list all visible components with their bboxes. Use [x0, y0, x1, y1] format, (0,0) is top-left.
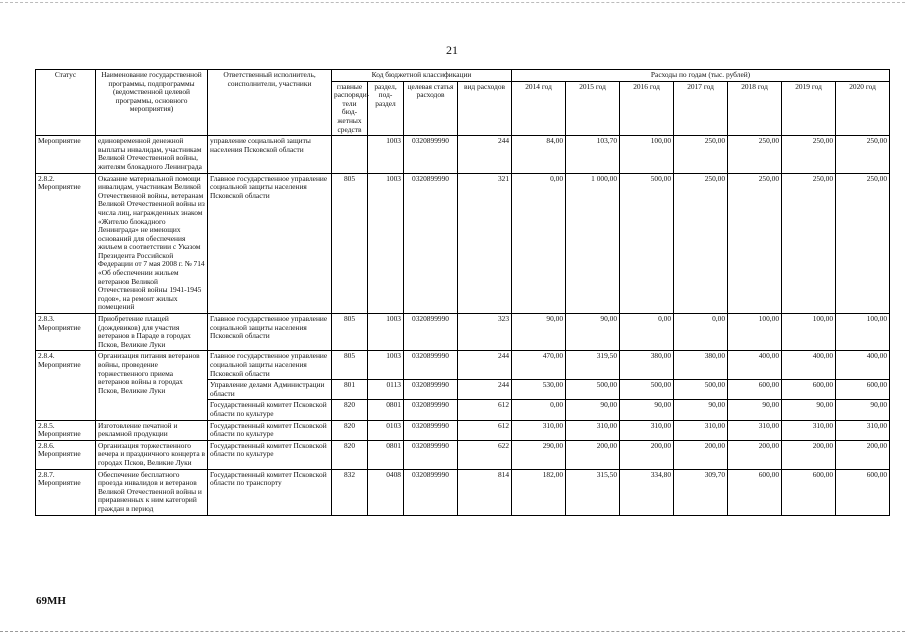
row-expense-type: 622 [458, 440, 512, 469]
row-executor: Государственный комитет Псковской области по культуре [208, 400, 332, 420]
value-2020: 200,00 [836, 440, 890, 469]
header-expenses: Расходы по годам (тыс. рублей) [512, 70, 890, 82]
value-2016: 380,00 [620, 351, 674, 380]
value-2015: 200,00 [566, 440, 620, 469]
value-2014: 84,00 [512, 136, 566, 173]
header-year-2014: 2014 год [512, 81, 566, 136]
page-number: 21 [446, 43, 458, 57]
row-expense-type: 612 [458, 420, 512, 440]
row-status: 2.8.2. Мероприятие [36, 173, 96, 314]
row-status: Мероприятие [36, 136, 96, 173]
value-2016: 500,00 [620, 380, 674, 400]
value-2016: 90,00 [620, 400, 674, 420]
row-expense-type: 814 [458, 469, 512, 515]
value-2016: 200,00 [620, 440, 674, 469]
value-2014: 470,00 [512, 351, 566, 380]
value-2014: 0,00 [512, 400, 566, 420]
value-2019: 90,00 [782, 400, 836, 420]
row-grbs: 805 [332, 173, 368, 314]
row-target: 0320899990 [404, 351, 458, 380]
value-2020: 600,00 [836, 469, 890, 515]
row-grbs: 805 [332, 351, 368, 380]
value-2018: 250,00 [728, 173, 782, 314]
header-row-1 [36, 70, 890, 82]
value-2014: 290,00 [512, 440, 566, 469]
row-name: Организация торжественного вечера и праздничного концерта в городах Псков, Великие Луки [96, 440, 208, 469]
value-2020: 90,00 [836, 400, 890, 420]
row-target: 0320899990 [404, 400, 458, 420]
row-grbs: 801 [332, 380, 368, 400]
scan-top-edge [0, 2, 905, 4]
value-2017: 250,00 [674, 136, 728, 173]
row-status: 2.8.4. Мероприятие [36, 351, 96, 420]
row-target: 0320899990 [404, 469, 458, 515]
value-2017: 200,00 [674, 440, 728, 469]
header-year-2017: 2017 год [674, 81, 728, 136]
row-target: 0320899990 [404, 173, 458, 314]
row-expense-type: 612 [458, 400, 512, 420]
footer-code: 69МН [36, 595, 66, 607]
header-year-2016: 2016 год [620, 81, 674, 136]
value-2015: 90,00 [566, 314, 620, 351]
row-target: 0320899990 [404, 314, 458, 351]
table-row [36, 440, 890, 469]
row-expense-type: 244 [458, 136, 512, 173]
row-executor: управление социальной защиты населения Псковской области [208, 136, 332, 173]
value-2015: 315,50 [566, 469, 620, 515]
scan-bottom-edge [0, 631, 905, 633]
header-section: раздел, под-раздел [368, 81, 404, 136]
header-expense-type: вид расходов [458, 81, 512, 136]
value-2014: 530,00 [512, 380, 566, 400]
row-name: единовременной денежной выплаты инвалидам, участникам Великой Отечественной войны, жителям блокадного Ленинграда [96, 136, 208, 173]
value-2015: 90,00 [566, 400, 620, 420]
row-executor: Главное государственное управление социальной защиты населения Псковской области [208, 351, 332, 380]
header-year-2015: 2015 год [566, 81, 620, 136]
table-row [36, 351, 890, 380]
value-2014: 182,00 [512, 469, 566, 515]
header-executor: Ответственный исполнитель, соисполнители, участники [208, 70, 332, 136]
table-row [36, 420, 890, 440]
header-year-2020: 2020 год [836, 81, 890, 136]
row-section: 0113 [368, 380, 404, 400]
header-target: целевая статья расходов [404, 81, 458, 136]
value-2018: 600,00 [728, 469, 782, 515]
row-name: Изготовление печатной и рекламной продукции [96, 420, 208, 440]
table-body [36, 136, 890, 515]
value-2019: 600,00 [782, 469, 836, 515]
row-grbs: 820 [332, 440, 368, 469]
value-2016: 0,00 [620, 314, 674, 351]
value-2017: 309,70 [674, 469, 728, 515]
row-executor: Государственный комитет Псковской области по транспорту [208, 469, 332, 515]
row-status: 2.8.6. Мероприятие [36, 440, 96, 469]
value-2020: 100,00 [836, 314, 890, 351]
row-executor: Государственный комитет Псковской области по культуре [208, 420, 332, 440]
value-2018: 100,00 [728, 314, 782, 351]
row-section: 0801 [368, 440, 404, 469]
value-2016: 500,00 [620, 173, 674, 314]
row-section: 0801 [368, 400, 404, 420]
table-row [36, 173, 890, 314]
value-2014: 0,00 [512, 173, 566, 314]
row-section: 1003 [368, 173, 404, 314]
value-2019: 400,00 [782, 351, 836, 380]
value-2017: 0,00 [674, 314, 728, 351]
value-2020: 250,00 [836, 136, 890, 173]
row-section: 1003 [368, 351, 404, 380]
row-executor: Главное государственное управление социальной защиты населения Псковской области [208, 314, 332, 351]
value-2015: 319,50 [566, 351, 620, 380]
value-2015: 103,70 [566, 136, 620, 173]
value-2017: 310,00 [674, 420, 728, 440]
row-expense-type: 321 [458, 173, 512, 314]
value-2017: 380,00 [674, 351, 728, 380]
value-2019: 250,00 [782, 136, 836, 173]
value-2015: 1 000,00 [566, 173, 620, 314]
row-name: Обеспечение бесплатного проезда инвалидов и ветеранов Великой Отечественной войны и приравненных к ним категорий граждан в период [96, 469, 208, 515]
row-executor: Управление делами Администрации области [208, 380, 332, 400]
value-2018: 200,00 [728, 440, 782, 469]
row-status: 2.8.5. Мероприятие [36, 420, 96, 440]
row-target: 0320899990 [404, 420, 458, 440]
table-row [36, 314, 890, 351]
value-2016: 100,00 [620, 136, 674, 173]
row-section: 0408 [368, 469, 404, 515]
row-status: 2.8.7. Мероприятие [36, 469, 96, 515]
header-name: Наименование государственной программы, подпрограммы (ведомственной целевой программы, основного мероприятия) [96, 70, 208, 136]
value-2017: 250,00 [674, 173, 728, 314]
value-2018: 600,00 [728, 380, 782, 400]
header-year-2019: 2019 год [782, 81, 836, 136]
value-2019: 100,00 [782, 314, 836, 351]
value-2018: 90,00 [728, 400, 782, 420]
value-2016: 310,00 [620, 420, 674, 440]
row-grbs: 805 [332, 314, 368, 351]
budget-table [35, 69, 890, 516]
table-row [36, 469, 890, 515]
row-name: Организация питания ветеранов войны, проведение торжественного приема ветеранов войны в городах Псков, Великие Луки [96, 351, 208, 420]
value-2017: 500,00 [674, 380, 728, 400]
row-name: Приобретение плащей (дождевиков) для участия ветеранов в Параде в городах Псков, Великие Луки [96, 314, 208, 351]
value-2020: 600,00 [836, 380, 890, 400]
table-row [36, 136, 890, 173]
row-executor: Главное государственное управление социальной защиты населения Псковской области [208, 173, 332, 314]
value-2015: 310,00 [566, 420, 620, 440]
value-2019: 250,00 [782, 173, 836, 314]
header-grbs: главные распоряди-тели бюд-жетных средств [332, 81, 368, 136]
value-2019: 200,00 [782, 440, 836, 469]
row-expense-type: 323 [458, 314, 512, 351]
row-expense-type: 244 [458, 351, 512, 380]
header-budget-code: Код бюджетной классификации [332, 70, 512, 82]
row-target: 0320899990 [404, 440, 458, 469]
row-grbs: 820 [332, 400, 368, 420]
row-grbs [332, 136, 368, 173]
value-2018: 400,00 [728, 351, 782, 380]
row-section: 0103 [368, 420, 404, 440]
row-target: 0320899990 [404, 136, 458, 173]
value-2020: 310,00 [836, 420, 890, 440]
value-2017: 90,00 [674, 400, 728, 420]
value-2019: 600,00 [782, 380, 836, 400]
row-name: Оказание материальной помощи инвалидам, участникам Великой Отечественной войны, ветеранам Великой Отечественной войны из числа лиц, награжденных знаком «Жителю блокадного Ленинграда» не имеющих оснований для обеспечения жильем в соответствии с Указом Президента Российской Федерации от 7 мая 2008 г. № 714 «Об обеспечении жильем ветеранов Великой Отечественной войны 1941-1945 годов», на ремонт жилых помещений [96, 173, 208, 314]
row-executor: Государственный комитет Псковской области по культуре [208, 440, 332, 469]
header-year-2018: 2018 год [728, 81, 782, 136]
value-2020: 250,00 [836, 173, 890, 314]
value-2019: 310,00 [782, 420, 836, 440]
value-2016: 334,80 [620, 469, 674, 515]
row-section: 1003 [368, 314, 404, 351]
value-2014: 310,00 [512, 420, 566, 440]
value-2015: 500,00 [566, 380, 620, 400]
row-grbs: 820 [332, 420, 368, 440]
row-status: 2.8.3. Мероприятие [36, 314, 96, 351]
value-2020: 400,00 [836, 351, 890, 380]
row-expense-type: 244 [458, 380, 512, 400]
value-2018: 310,00 [728, 420, 782, 440]
row-section: 1003 [368, 136, 404, 173]
row-target: 0320899990 [404, 380, 458, 400]
header-status: Статус [36, 70, 96, 136]
value-2014: 90,00 [512, 314, 566, 351]
row-grbs: 832 [332, 469, 368, 515]
value-2018: 250,00 [728, 136, 782, 173]
